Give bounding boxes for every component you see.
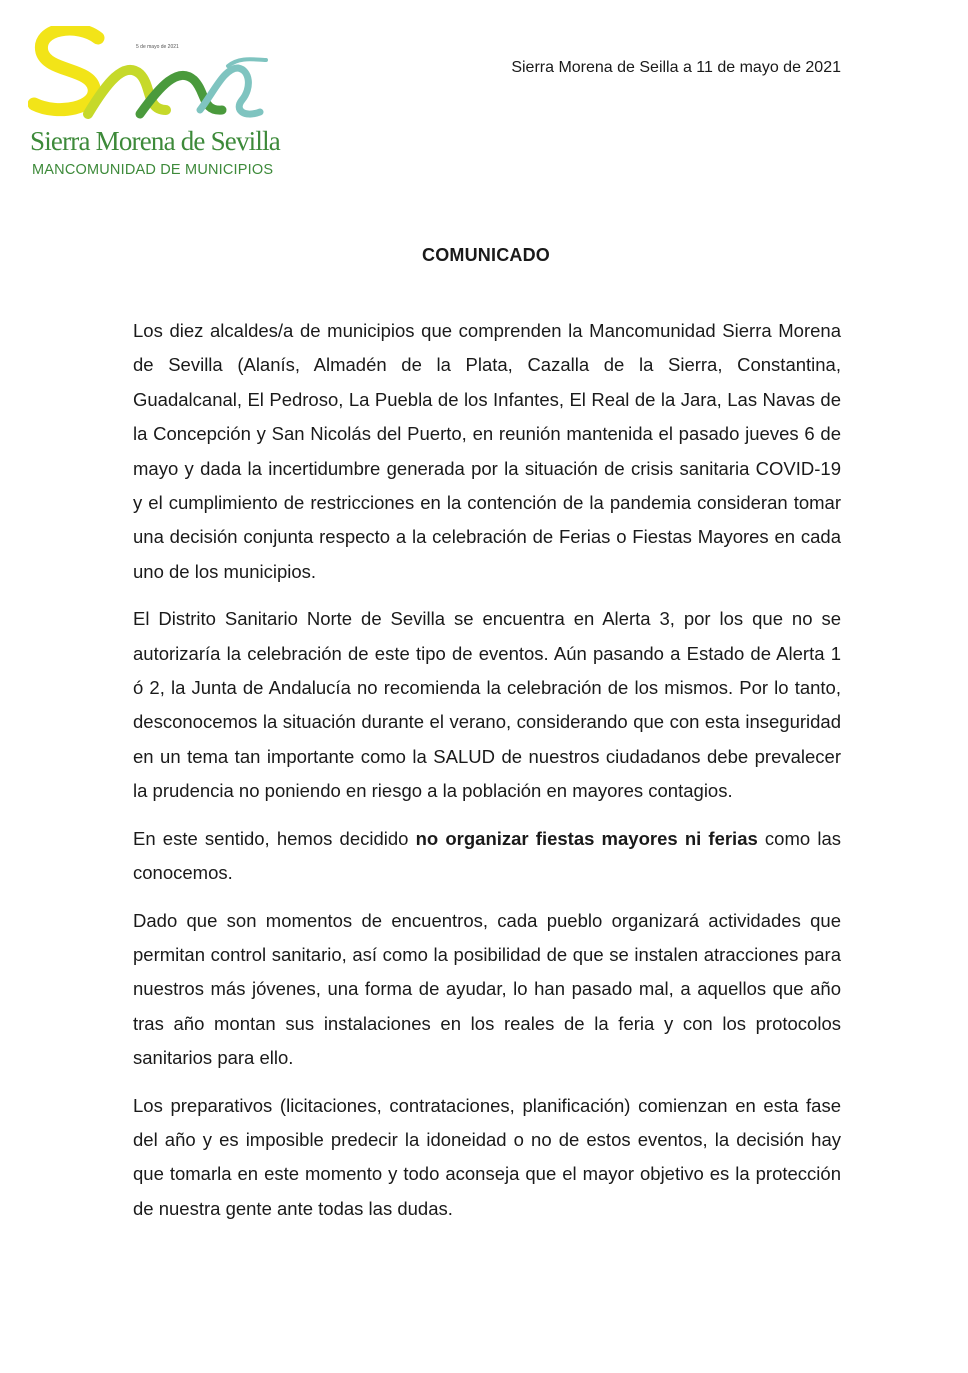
paragraph-3-emphasis: no organizar fiestas mayores ni ferias [415,827,758,849]
paragraph-3-before: En este sentido, hemos decidido [133,827,416,849]
paragraph-1: Los diez alcaldes/a de municipios que comprenden la Mancomunidad Sierra Morena de Sevilla (Alanís, Almadén de la Plata, Cazalla de la Sierra, Constantina, Guadalcanal, El Pedroso, La Puebla de los Infantes, El Real de la Jara, Las Navas de la Concepción y San Nicolás del Puerto, en reunión mantenida el pasado jueves 6 de mayo y dada la incertidumbre generada por la situación de crisis sanitaria COVID-19 y el cumplimiento de restricciones en la contención de la pandemia consideran tomar una decisión conjunta respecto a la celebración de Ferias o Fiestas Mayores en cada uno de los municipios. [133,320,841,582]
paragraph-4: Dado que son momentos de encuentros, cada pueblo organizará actividades que permitan control sanitario, así como la posibilidad de que se instalen atracciones para nuestros más jóvenes, una forma de ayudar, lo han pasado mal, a aquellos que año tras año montan sus instalaciones en los reales de la feria y con los protocolos sanitarios para ello. [133,909,841,1069]
logo-subtitle: MANCOMUNIDAD DE MUNICIPIOS [32,162,274,178]
document-body [133,314,841,1239]
paragraph-2: El Distrito Sanitario Norte de Sevilla se encuentra en Alerta 3, por los que no se autorizaría la celebración de este tipo de eventos. Aún pasando a Estado de Alerta 1 ó 2, la Junta de Andalucía no recomienda la celebración de los mismos. Por lo tanto, desconocemos la situación durante el verano, considerando que con esta inseguridad en un tema tan importante como la SALUD de nuestros ciudadanos debe prevalecer la prudencia no poniendo en riesgo a la población en mayores contagios. [133,608,841,802]
mancomunidad-logo [28,26,278,186]
paragraph-5: Los preparativos (licitaciones, contrataciones, planificación) comienzan en esta fase del año y es imposible predecir la idoneidad o no de estos eventos, la decisión hay que tomarla en este momento y todo aconseja que el mayor objetivo es la protección de nuestra gente ante todas las dudas. [133,1094,841,1219]
document-title: COMUNICADO [422,245,550,265]
logo-name: Sierra Morena de Sevilla [30,126,280,156]
logo-small-date: 5 de mayo de 2021 [136,44,179,50]
paragraph-3-after: como las conocemos. [133,827,841,884]
sierra-morena-waves-icon [28,26,278,126]
paragraph-3 [133,822,841,891]
document-date: Sierra Morena de Seilla a 11 de mayo de 2021 [511,59,841,76]
